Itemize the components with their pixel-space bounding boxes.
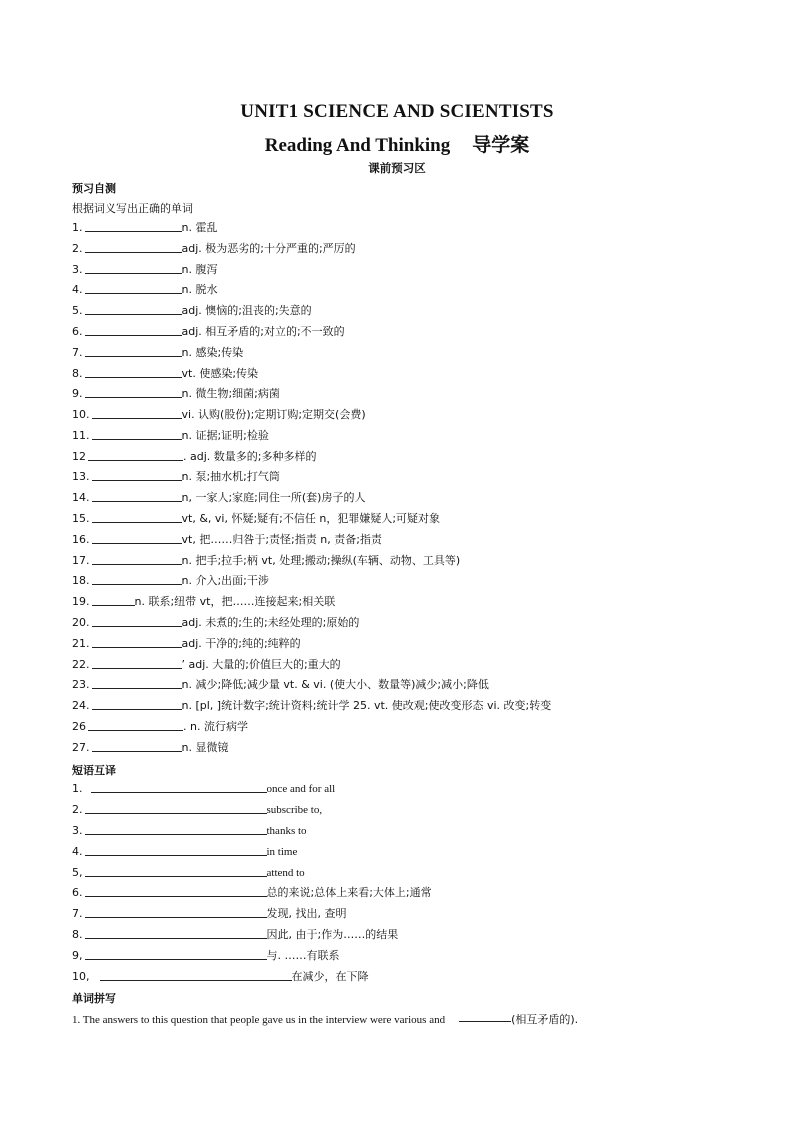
phrase-item	[72, 906, 347, 922]
item-number: 1.	[72, 782, 83, 795]
item-definition: n. 感染;传染	[181, 346, 244, 359]
answer-blank[interactable]	[85, 802, 267, 814]
item-definition: n. 脱水	[181, 283, 218, 296]
item-number: 1.	[72, 221, 83, 234]
item-number: 8.	[72, 367, 83, 380]
item-definition: 在减少，在下降	[291, 970, 369, 983]
vocab-item	[72, 677, 489, 693]
answer-blank[interactable]	[92, 573, 182, 585]
item-number: 18.	[72, 574, 90, 587]
item-number: 22.	[72, 658, 90, 671]
vocab-item	[72, 345, 243, 361]
vocab-item	[72, 303, 312, 319]
section-heading-spelling: 单词拼写	[72, 992, 116, 1005]
answer-blank[interactable]	[85, 324, 182, 336]
answer-blank[interactable]	[85, 927, 267, 939]
answer-blank[interactable]	[85, 282, 182, 294]
section-heading-phrases: 短语互译	[72, 764, 116, 777]
answer-blank[interactable]	[92, 677, 182, 689]
answer-blank[interactable]	[85, 948, 267, 960]
item-definition: n. [pl, ]统计数字;统计资料;统计学 25. vt. 使改观;使改变形态 vi. 改变;转变	[181, 699, 552, 712]
answer-blank[interactable]	[92, 594, 135, 606]
item-definition: adj. 干净的;纯的;纯粹的	[181, 637, 301, 650]
item-number: 26	[72, 720, 86, 733]
item-number: 15.	[72, 512, 90, 525]
answer-blank[interactable]	[92, 511, 182, 523]
item-number: 2.	[72, 242, 83, 255]
item-number: 8.	[72, 928, 83, 941]
item-definition: n. 联系;纽带 vt，把……连接起来;相关联	[134, 595, 336, 608]
item-number: 24.	[72, 699, 90, 712]
item-definition: attend to	[266, 867, 305, 879]
vocab-item	[72, 366, 258, 382]
item-definition: n. 泵;抽水机;打气筒	[181, 470, 280, 483]
section-banner: 课前预习区	[368, 161, 426, 175]
vocab-item	[72, 573, 269, 589]
vocab-item	[72, 532, 382, 548]
answer-blank[interactable]	[92, 407, 182, 419]
item-definition: 发现, 找出, 查明	[266, 907, 347, 920]
vocab-item	[72, 407, 366, 423]
item-number: 21.	[72, 637, 90, 650]
vocab-item	[72, 719, 248, 735]
item-definition: adj. 极为恶劣的;十分严重的;严厉的	[181, 242, 356, 255]
vocab-item	[72, 449, 316, 465]
phrase-item	[72, 927, 398, 943]
vocab-item	[72, 262, 217, 278]
item-definition: n. 把手;拉手;柄 vt, 处理;搬动;操纵(车辆、动物、工具等)	[181, 554, 461, 567]
item-definition: n. 介入;出面;干涉	[181, 574, 269, 587]
item-number: 3.	[72, 263, 83, 276]
answer-blank[interactable]	[92, 698, 182, 710]
item-number: 16.	[72, 533, 90, 546]
answer-blank[interactable]	[85, 906, 267, 918]
item-number: 4.	[72, 283, 83, 296]
item-number: 4.	[72, 845, 83, 858]
answer-blank[interactable]	[92, 490, 182, 502]
item-definition: n. 微生物;细菌;病菌	[181, 387, 280, 400]
answer-blank[interactable]	[88, 719, 183, 731]
item-definition: . n. 流行病学	[183, 720, 248, 733]
item-definition: 与. ……有联系	[266, 949, 340, 962]
vocab-item	[72, 615, 359, 631]
phrase-item	[72, 885, 432, 901]
subtitle-english: Reading And Thinking	[264, 135, 451, 156]
item-number: 3.	[72, 824, 83, 837]
phrase-item	[72, 802, 322, 818]
vocab-item	[72, 553, 460, 569]
page-title: UNIT1 SCIENCE AND SCIENTISTS	[240, 101, 554, 122]
answer-blank[interactable]	[92, 740, 182, 752]
answer-blank[interactable]	[92, 469, 182, 481]
section-heading-preview: 预习自测	[72, 182, 116, 195]
phrase-item	[72, 823, 307, 839]
item-number: 13.	[72, 470, 90, 483]
item-definition: 因此, 由于;作为……的结果	[266, 928, 399, 941]
item-number: 10.	[72, 408, 90, 421]
item-definition: subscribe to,	[266, 804, 323, 816]
answer-blank[interactable]	[88, 449, 183, 461]
vocab-item	[72, 469, 280, 485]
item-definition: n. 腹泻	[181, 263, 218, 276]
item-definition: n. 减少;降低;减少量 vt. & vi. (使大小、数量等)减少;减小;降低	[181, 678, 489, 691]
item-number: 27.	[72, 741, 90, 754]
vocab-item	[72, 657, 341, 673]
item-definition: 总的来说;总体上来看;大体上;通常	[266, 886, 432, 899]
item-definition: vi. 认购(股份);定期订购;定期交(会费)	[181, 408, 366, 421]
answer-blank[interactable]	[92, 615, 182, 627]
item-definition: adj. 相互矛盾的;对立的;不一致的	[181, 325, 345, 338]
vocab-item	[72, 490, 365, 506]
answer-blank[interactable]	[100, 969, 292, 981]
answer-blank[interactable]	[85, 885, 267, 897]
item-number: 19.	[72, 595, 90, 608]
item-number: 6.	[72, 886, 83, 899]
vocab-item	[72, 282, 217, 298]
item-definition: vt, &, vi, 怀疑;疑有;不信任 n，犯罪嫌疑人;可疑对象	[181, 512, 441, 525]
vocab-item	[72, 740, 228, 756]
answer-blank[interactable]	[85, 220, 182, 232]
phrase-item	[72, 844, 297, 860]
item-number: 5,	[72, 866, 83, 879]
phrase-item	[72, 969, 369, 985]
item-number: 14.	[72, 491, 90, 504]
item-definition: vt, 把……归咎于;责怪;指责 n, 责备;指责	[181, 533, 382, 546]
answer-blank[interactable]	[85, 241, 182, 253]
vocab-item	[72, 636, 301, 652]
answer-blank[interactable]	[92, 532, 182, 544]
vocab-item	[72, 428, 269, 444]
item-definition: adj. 未煮的;生的;未经处理的;原始的	[181, 616, 360, 629]
item-definition: in time	[266, 846, 298, 858]
item-definition: . adj. 数量多的;多种多样的	[183, 450, 317, 463]
item-number: 2.	[72, 803, 83, 816]
vocab-item	[72, 594, 335, 610]
vocab-item	[72, 511, 440, 527]
item-number: 12	[72, 450, 86, 463]
item-number: 23.	[72, 678, 90, 691]
answer-blank[interactable]	[85, 345, 182, 357]
question-hint: (相互矛盾的).	[511, 1013, 579, 1026]
item-number: 20.	[72, 616, 90, 629]
item-definition: n. 霍乱	[181, 221, 218, 234]
answer-blank[interactable]	[91, 781, 267, 793]
item-definition: vt. 使感染;传染	[181, 367, 259, 380]
item-definition: adj. 懊恼的;沮丧的;失意的	[181, 304, 312, 317]
item-number: 11.	[72, 429, 90, 442]
page-subtitle	[0, 130, 794, 157]
question-text: 1. The answers to this question that people gave us in the interview were various and	[72, 1014, 446, 1026]
item-definition: once and for all	[266, 783, 336, 795]
answer-blank[interactable]	[85, 262, 182, 274]
item-definition: thanks to	[266, 825, 307, 837]
item-number: 9,	[72, 949, 83, 962]
item-number: 7.	[72, 346, 83, 359]
item-definition: n. 证据;证明;检验	[181, 429, 269, 442]
section-instruction: 根据词义写出正确的单词	[72, 202, 193, 215]
item-definition: n, 一家人;家庭;同住一所(套)房子的人	[181, 491, 366, 504]
answer-blank[interactable]	[92, 428, 182, 440]
phrase-item	[72, 948, 340, 964]
vocab-item	[72, 220, 217, 236]
answer-blank[interactable]	[85, 366, 182, 378]
vocab-item	[72, 386, 280, 402]
item-definition: n. 显微镜	[181, 741, 229, 754]
phrase-item	[72, 865, 305, 881]
vocab-item	[72, 698, 551, 714]
answer-blank[interactable]	[92, 553, 182, 565]
spelling-question	[72, 1011, 578, 1027]
answer-blank[interactable]	[92, 657, 182, 669]
answer-blank[interactable]	[92, 636, 182, 648]
answer-blank[interactable]	[85, 386, 182, 398]
answer-blank[interactable]	[85, 303, 182, 315]
item-number: 7.	[72, 907, 83, 920]
phrase-item	[72, 781, 335, 797]
item-number: 9.	[72, 387, 83, 400]
vocab-item	[72, 241, 356, 257]
answer-blank[interactable]	[85, 823, 267, 835]
subtitle-chinese: 导学案	[472, 135, 530, 156]
answer-blank[interactable]	[85, 865, 267, 877]
item-number: 10,	[72, 970, 90, 983]
item-number: 17.	[72, 554, 90, 567]
item-definition: ’ adj. 大量的;价值巨大的;重大的	[181, 658, 341, 671]
answer-blank[interactable]	[85, 844, 267, 856]
answer-blank[interactable]	[459, 1011, 511, 1022]
item-number: 6.	[72, 325, 83, 338]
item-number: 5.	[72, 304, 83, 317]
vocab-item	[72, 324, 345, 340]
